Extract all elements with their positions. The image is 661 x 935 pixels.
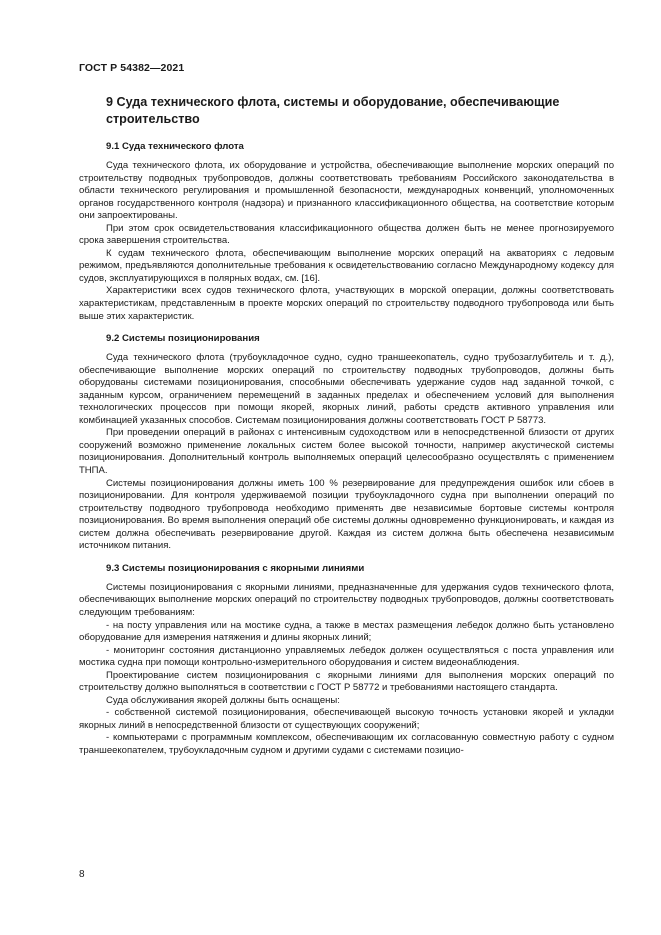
paragraph: При проведении операций в районах с интенсивным судоходством или в непосредственной близости от других сооружений возможно применение локальных систем более высокой точности, например акустической системы позиционирования. Дополнительный контроль выполняемых операций целесообразно осуществлять с применением ТНПА. (79, 427, 614, 477)
paragraph: - собственной системой позиционирования, обеспечивающей высокую точность установки якорей и укладки якорных линий в непосредственной близости от существующих сооружений; (79, 707, 614, 731)
paragraph: Проектирование систем позиционирования с якорными линиями для выполнения морских операций по строительству должно выполняться в соответствии с ГОСТ Р 58772 и требованиями настоящего стандарта. (79, 669, 614, 694)
document-header: ГОСТ Р 54382—2021 (79, 62, 185, 74)
paragraph: Суда обслуживания якорей должны быть оснащены: (106, 694, 340, 706)
paragraph: - компьютерами с программным комплексом, обеспечивающим их согласованную совместную работу с судном траншеекопателем, трубоукладочным судном и другими судами с системами позицио- (79, 732, 614, 756)
paragraph: Суда технического флота, их оборудование и устройства, обеспечивающие выполнение морских операций по строительству подводных трубопроводов, должны соответствовать требованиям Российского законодательства в области технического регулирования и промышленной безопасности, международных конвенций, уполномоченных органов государственного контроля (надзора) и признанного классификационного общества, на соответствие которым они запроектированы. (79, 160, 614, 222)
page-number: 8 (79, 869, 85, 880)
paragraph: - на посту управления или на мостике судна, а также в местах размещения лебедок должно быть установлено оборудование для измерения натяжения и длины якорных линий; (79, 619, 614, 644)
paragraph: Характеристики всех судов технического флота, участвующих в морской операции, должны соответствовать характеристикам, представленным в проекте морских операций по строительству подводного трубопровода или быть выше этих характеристик. (79, 285, 614, 322)
section-9-1-heading: 9.1 Суда технического флота (106, 141, 244, 152)
section-9-2-heading: 9.2 Системы позиционирования (106, 333, 260, 345)
document-body (79, 140, 614, 758)
paragraph: К судам технического флота, обеспечивающим выполнение морских операций на акваториях с ледовым режимом, предъявляются дополнительные требования к освидетельствованию согласно Международному кодексу для судов, эксплуатирующихся в полярных водах, см. [16]. (79, 247, 614, 284)
section-9-3-heading: 9.3 Системы позиционирования с якорными линиями (106, 562, 365, 574)
paragraph: Системы позиционирования с якорными линиями, предназначенные для удержания судов технического флота, обеспечивающих выполнение морских операций по строительству подводных трубопроводов, должны соответствовать следующим требованиям: (79, 581, 614, 618)
paragraph: Суда технического флота (трубоукладочное судно, судно траншеекопатель, судно трубозаглубитель и т. д.), обеспечивающие выполнение морских операций по строительству подводных трубопроводов, должны быть оборудованы системами позиционирования, способными обеспечивать удержание судов над заданной точкой, с заданным курсом, ограничением перемещений в заданных пределах и обеспечением условий для выполнения технологических процессов при помощи якорей, якорных линий, работы средств активного управления или комбинацией указанных способов. Системам позиционирования должны соответствовать ГОСТ Р 58773. (79, 352, 614, 426)
paragraph: Системы позиционирования должны иметь 100 % резервирование для предупреждения ошибок или сбоев в позиционировании. Для контроля удерживаемой позиции трубоукладочного судна при выполнении операций по строительству подводного трубопровода необходимо применять две независимые бортовые системы контроля позиционирования. Во время выполнения операций обе системы должны одновременно функционировать, и каждая из систем должна обеспечивать резервирование другой. Каждая из систем должна быть обеспечена независимым источником питания. (79, 477, 614, 552)
section-9-title: 9 Суда технического флота, системы и оборудование, обеспечивающие строительство (106, 95, 560, 126)
paragraph: При этом срок освидетельствования классификационного общества должен быть не менее прогнозируемого срока завершения строительства. (79, 222, 614, 247)
paragraph: - мониторинг состояния дистанционно управляемых лебедок должен осуществляться с поста управления или мостика судна при помощи контрольно-измерительного оборудования и систем видеонаблюдения. (79, 644, 614, 669)
